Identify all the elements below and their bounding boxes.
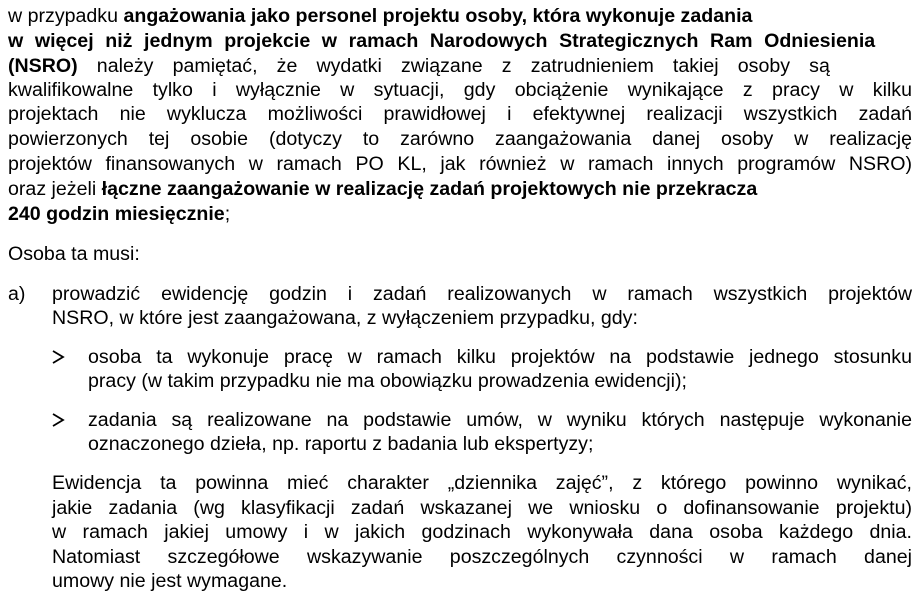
p1-line-7: projektów finansowanych w ramach PO KL, jak również w ramach innych programów NSRO): [8, 153, 912, 175]
p1-line-5: projektach nie wyklucza możliwości prawidłowej i efektywnej realizacji wszystkich zadań: [8, 103, 912, 125]
p1-line-3: (NSRO) należy pamiętać, że wydatki związane z zatrudnieniem takiej osoby są: [8, 55, 830, 77]
intro-text: Osoba ta musi:: [8, 243, 140, 265]
p2-line-1: Ewidencja ta powinna mieć charakter „dziennika zajęć”, z którego powinno wynikać,: [52, 472, 912, 494]
item-a-line-2: NSRO, w które jest zaangażowana, z wyłączeniem przypadku, gdy:: [52, 307, 638, 329]
p1-line-1: w przypadku angażowania jako personel projektu osoby, która wykonuje zadania: [8, 5, 753, 27]
bullet-2-line-1: zadania są realizowane na podstawie umów, w wyniku których następuje wykonanie: [88, 409, 912, 431]
bullet-1-line-2: pracy (w takim przypadku nie ma obowiązku prowadzenia ewidencji);: [88, 370, 687, 392]
bullet-1-line-1: osoba ta wykonuje pracę w ramach kilku projektów na podstawie jednego stosunku: [88, 346, 912, 368]
p1-line-8: oraz jeżeli łączne zaangażowanie w realizację zadań projektowych nie przekracza: [8, 178, 758, 200]
p2-line-3: w ramach jakiej umowy i w jakich godzinach wykonywała dana osoba każdego dnia.: [52, 521, 912, 543]
p2-line-2: jakie zadania (wg klasyfikacji zadań wskazanej we wniosku o dofinansowanie projektu): [52, 497, 912, 519]
p1-line-2: w więcej niż jednym projekcie w ramach Narodowych Strategicznych Ram Odniesienia: [8, 30, 876, 52]
bullet-2-line-2: oznaczonego dzieła, np. raportu z badania lub ekspertyzy;: [88, 433, 594, 455]
p2-line-4: Natomiast szczegółowe wskazywanie poszczególnych czynności w ramach danej: [52, 546, 912, 568]
item-a-line-1: prowadzić ewidencję godzin i zadań realizowanych w ramach wszystkich projektów: [52, 283, 912, 305]
arrow-bullet-icon: [50, 408, 66, 432]
p2-line-5: umowy nie jest wymagane.: [52, 570, 288, 592]
p1-line-4: kwalifikowalne tylko i wyłącznie w sytuacji, gdy obciążenie wynikające z pracy w kilku: [8, 79, 912, 101]
p1-line-9: 240 godzin miesięcznie;: [8, 203, 231, 225]
p1-line-6: powierzonych tej osobie (dotyczy to zarówno zaangażowania danej osoby w realizację: [8, 128, 912, 150]
list-marker-a: a): [8, 283, 26, 305]
arrow-bullet-icon: [50, 345, 66, 369]
